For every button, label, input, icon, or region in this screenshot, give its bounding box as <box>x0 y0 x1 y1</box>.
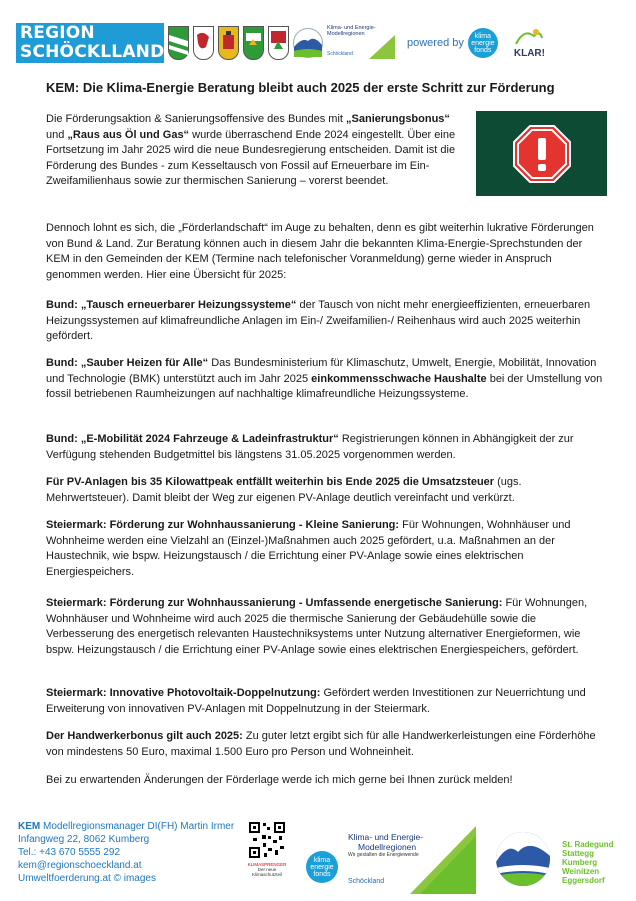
crest-icon <box>218 26 239 60</box>
section-text: Für Wohnungen, Wohnhäuser und Wohnheime werden eine Vielzahl an (Einzel-)Maßnahmen auch 2025 gefördert, u.a. Maßnahmen an der Haustechnik, wie bspw. Heizungstausch / die Errichtung einer PV-Anlage sowie eines elektrischen Energiespeichers. <box>46 519 571 578</box>
qr-label-line2: Der neue Klimaschutzteil <box>251 867 282 877</box>
section-heading: Für PV-Anlagen bis 35 Kilowattpeak entfällt weiterhin bis Ende 2025 die Umsatzsteuer <box>46 476 495 488</box>
footer-contact <box>18 820 234 885</box>
kem-footer-line2: Modellregionen <box>358 842 417 852</box>
stop-octagon-icon <box>513 125 571 183</box>
contact-address: Infangweg 22, 8062 Kumberg <box>18 834 150 845</box>
section-heizungssysteme <box>46 298 606 345</box>
gemeinde-name: Eggersdorf <box>562 876 605 885</box>
section-text: (ugs. Mehrwertsteuer). Damit bleibt der Weg zur eigenen PV-Anlage deutlich vereinfacht und verkürzt. <box>46 476 522 504</box>
region-logo-line2: SCHÖCKLLAND <box>20 42 165 62</box>
image-credit: Umweltfoerderung.at © images <box>18 873 156 884</box>
page-title: KEM: Die Klima-Energie Beratung bleibt auch 2025 der erste Schritt zur Förderung <box>46 80 555 95</box>
klar-logo-text: KLAR! <box>513 48 545 59</box>
gemeinde-name: Kumberg <box>562 858 598 867</box>
section-handwerkerbonus <box>46 729 606 760</box>
gemeinde-name: St. Radegund <box>562 840 614 849</box>
kem-logo <box>327 25 399 61</box>
intro-bold-sanierungsbonus: „Sanierungsbonus“ <box>346 113 450 125</box>
contact-email-link[interactable]: kem@regionschoeckland.at <box>18 860 142 871</box>
section-heading: Der Handwerkerbonus gilt auch 2025: <box>46 730 243 742</box>
crest-icon <box>168 26 189 60</box>
footer-klima-line2: energie <box>310 863 334 871</box>
klima-energie-fonds-logo <box>468 28 498 58</box>
gemeinde-name: Weinitzen <box>562 867 600 876</box>
kem-footer-region: Schöckland <box>348 878 385 885</box>
qr-label-line1: KLIMASPRENGER <box>247 862 287 867</box>
kem-logo-line1: Klima- und Energie- <box>327 25 376 31</box>
kem-logo-line2: Modellregionen <box>327 31 365 37</box>
section-text: der Tausch von nicht mehr energieeffizienten, erneuerbaren Heizungssystemen auf klimafreundliche Anlagen im Ein-/ Zweifamilien-/ Reihenhaus wird auch 2025 weiterhin gefördert. <box>46 299 591 342</box>
crest-icon <box>193 26 214 60</box>
contact-name-line <box>18 820 234 833</box>
crest-icon <box>243 26 264 60</box>
section-heading: Steiermark: Förderung zur Wohnhaussanierung - Kleine Sanierung: <box>46 519 400 531</box>
stop-sign-image <box>476 111 607 196</box>
section-heading: Steiermark: Innovative Photovoltaik-Doppelnutzung: <box>46 687 321 699</box>
qr-label <box>245 862 289 877</box>
region-schoeckland-logo <box>16 23 164 63</box>
mountain-circle-icon <box>293 28 323 58</box>
intro-text-1: Die Förderungsaktion & Sanierungsoffensive des Bundes mit <box>46 113 347 125</box>
section-umfassende-sanierung <box>46 596 606 658</box>
qr-code-icon[interactable] <box>248 821 286 859</box>
section-heading: Steiermark: Förderung zur Wohnhaussanierung - Umfassende energetische Sanierung: <box>46 597 503 609</box>
section-pv-umsatzsteuer <box>46 475 606 506</box>
section-text: Registrierungen können in Abhängigkeit der zur Verfügung stehenden Budgetmittel bis längstens 31.05.2025 vorgenommen werden. <box>46 433 574 461</box>
footer-klima-line1: klima <box>313 856 331 864</box>
contact-phone: Tel.: +43 670 5555 292 <box>18 847 121 858</box>
region-logo-line1: REGION <box>20 23 95 43</box>
section-heading: Bund: „Sauber Heizen für Alle“ <box>46 357 209 369</box>
intro-paragraph <box>46 112 466 190</box>
kem-label: KEM <box>18 821 41 832</box>
powered-by-label: powered by <box>407 37 464 49</box>
closing-sentence: Bei zu erwartenden Änderungen der Förderlage werde ich mich gerne bei Ihnen zurück melden! <box>46 774 513 786</box>
intro-text-2: und <box>46 128 68 141</box>
crest-icon <box>268 26 289 60</box>
green-triangle-icon <box>410 826 476 894</box>
section-text: Für Wohnungen, Wohnhäuser und Wohnheime wird auch 2025 die thermische Sanierung der Gebäudehülle sowie die Verbesserung des energetisch relevanten Haustechniksystems unter Nutzung alternativer Energieformen, wie bspw. Heizungstausch / die Errichtung einer PV-Anlage sowie eines elektrischen Energiespeichers, gefördert. <box>46 597 588 656</box>
section-text: bei der Umstellung von fossil betriebenen Raumheizungen auf nachhaltige klimafreundliche Heizungssysteme. <box>46 372 603 400</box>
klima-logo-line3: fonds <box>474 46 492 54</box>
kem-logo-line3: Schöckland <box>327 51 353 57</box>
section-pv-doppelnutzung <box>46 686 606 717</box>
mountain-circle-icon <box>496 832 550 886</box>
section-bold-haushalte: einkommensschwache Haushalte <box>311 372 487 385</box>
manager-name: Modellregionsmanager DI(FH) Martin Irmer <box>40 821 235 832</box>
klima-logo-line1: klima <box>474 32 492 40</box>
klar-landscape-icon <box>514 26 544 48</box>
section-text: Das Bundesministerium für Klimaschutz, Umwelt, Energie, Mobilität, Innovation und Technologie (BMK) unterstützt auch im Jahr 2025 <box>46 357 597 385</box>
section-text: Gefördert werden Investitionen zur Neuerrichtung und Erweiterung von innovativen PV-Anlagen mit Doppelnutzung in der Steiermark. <box>46 687 586 715</box>
section-kleine-sanierung <box>46 518 606 580</box>
gemeinden-list <box>562 840 614 885</box>
klima-logo-line2: energie <box>471 39 495 47</box>
intro-bold-raus-aus-oel: „Raus aus Öl und Gas“ <box>67 128 190 141</box>
overview-paragraph: Dennoch lohnt es sich, die „Förderlandschaft“ im Auge zu behalten, denn es gibt weiterhin lukrative Förderungen von Bund & Land. Zur Beratung können auch in diesem Jahr die bekannten Klima-Energie-Sprechstunden der KEM in den Gemeinden der KEM (Termine nach telefonischer Voranmeldung) gerne wieder in Anspruch genommen werden. Hier eine Übersicht für 2025: <box>46 222 594 281</box>
intro-text-3: wurde überraschend Ende 2024 eingestellt. Über eine Fortsetzung im Jahr 2025 wird die neue Bundesregierung entscheiden. Damit ist die Förderung des Bundes - zum Kesseltausch von Fossil auf Erneuerbare im Ein-Zweifamilienhaus sowie zur thermischen Sanierung – vorerst beendet. <box>46 128 456 187</box>
green-triangle-icon <box>369 35 395 59</box>
klar-logo <box>508 26 552 60</box>
klima-energie-fonds-footer-logo <box>306 851 338 883</box>
footer-klima-line3: fonds <box>313 870 331 878</box>
kem-footer-line3: Wir gestalten die Energiewende <box>348 852 419 858</box>
gemeinde-name: Stattegg <box>562 849 594 858</box>
section-e-mobilitaet <box>46 432 606 463</box>
section-heading: Bund: „Tausch erneuerbarer Heizungssysteme“ <box>46 299 297 311</box>
section-sauber-heizen <box>46 356 606 403</box>
section-heading: Bund: „E-Mobilität 2024 Fahrzeuge & Ladeinfrastruktur“ <box>46 433 339 445</box>
kem-footer-line1: Klima- und Energie- <box>348 832 424 842</box>
section-text: Zu guter letzt ergibt sich für alle Handwerkerleistungen eine Förderhöhe von mindestens 50 Euro, maximal 1.500 Euro pro Person und Wohneinheit. <box>46 730 596 758</box>
header-logo-bar <box>16 22 614 64</box>
